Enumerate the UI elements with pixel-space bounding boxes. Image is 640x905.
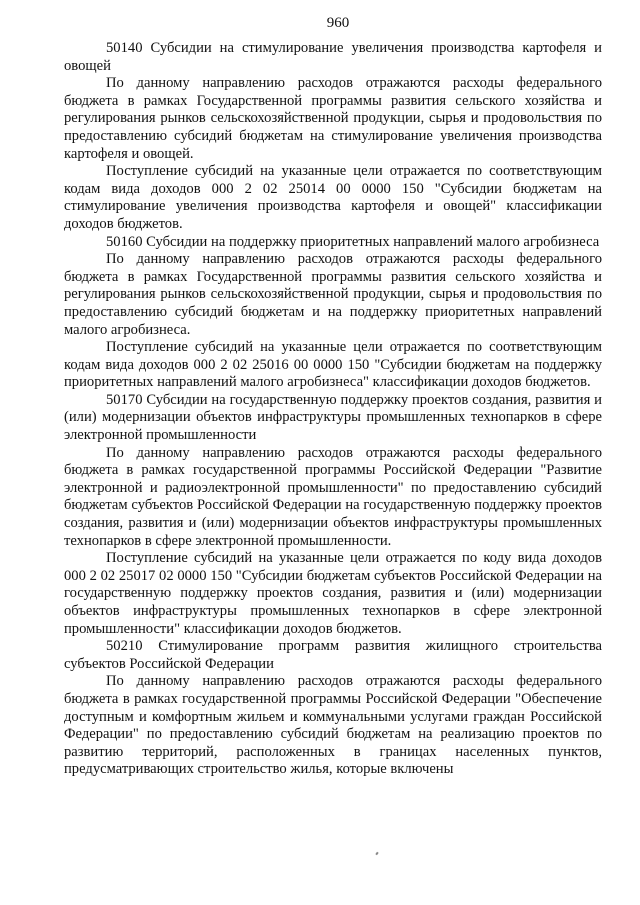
paragraph-50140-revenue: Поступление субсидий на указанные цели отражается по соответствующим кодам вида доходов 000 2 02 25014 00 0000 150 "Субсидии бюджетам на стимулирование увеличения производства картофеля и овощей" классификации доходов бюджетов. bbox=[64, 163, 602, 232]
paragraph-50210-expenses: По данному направлению расходов отражаются расходы федерального бюджета в рамках государственной программы Российской Федерации "Обеспечение доступным и комфортным жильем и коммунальными услугами граждан Российской Федерации" по предоставлению субсидий бюджетам на реализацию проектов по развитию территорий, расположенных в границах населенных пунктов, предусматривающих строительство жилья, которые включены bbox=[64, 673, 602, 778]
paragraph-50160-revenue: Поступление субсидий на указанные цели отражается по соответствующим кодам вида доходов 000 2 02 25016 00 0000 150 "Субсидии бюджетам на поддержку приоритетных направлений малого агробизнеса" классификации доходов бюджетов. bbox=[64, 339, 602, 391]
scan-speck bbox=[375, 852, 378, 856]
section-heading-50140: 50140 Субсидии на стимулирование увеличения производства картофеля и овощей bbox=[64, 40, 602, 74]
section-heading-50170: 50170 Субсидии на государственную поддержку проектов создания, развития и (или) модернизации объектов инфраструктуры промышленных технопарков в сфере электронной промышленности bbox=[64, 391, 602, 444]
document-page bbox=[64, 14, 602, 779]
paragraph-50170-revenue: Поступление субсидий на указанные цели отражается по коду вида доходов 000 2 02 25017 02 0000 150 "Субсидии бюджетам субъектов Российской Федерации на государственную поддержку проектов создания, развития и (или) модернизации объектов инфраструктуры промышленных технопарков в сфере электронной промышленности" классификации доходов бюджетов. bbox=[64, 550, 602, 637]
page-number: 960 bbox=[326, 15, 350, 31]
section-heading-50160: 50160 Субсидии на поддержку приоритетных направлений малого агробизнеса bbox=[106, 233, 600, 250]
paragraph-50170-expenses: По данному направлению расходов отражаются расходы федерального бюджета в рамках государственной программы Российской Федерации "Развитие электронной и радиоэлектронной промышленности" по предоставлению субсидий бюджетам субъектов Российской Федерации на государственную поддержку проектов создания, развития и (или) модернизации объектов инфраструктуры промышленных технопарков в сфере электронной промышленности. bbox=[64, 444, 602, 549]
section-heading-50210: 50210 Стимулирование программ развития жилищного строительства субъектов Российской Федерации bbox=[64, 638, 602, 672]
paragraph-50140-expenses: По данному направлению расходов отражаются расходы федерального бюджета в рамках Государственной программы развития сельского хозяйства и регулирования рынков сельскохозяйственной продукции, сырья и продовольствия по предоставлению субсидий бюджетам на стимулирование увеличения производства картофеля и овощей. bbox=[64, 75, 602, 162]
paragraph-50160-expenses: По данному направлению расходов отражаются расходы федерального бюджета в рамках Государственной программы развития сельского хозяйства и регулирования рынков сельскохозяйственной продукции, сырья и продовольствия по предоставлению субсидий бюджетам и на поддержку приоритетных направлений малого агробизнеса. bbox=[64, 251, 602, 338]
